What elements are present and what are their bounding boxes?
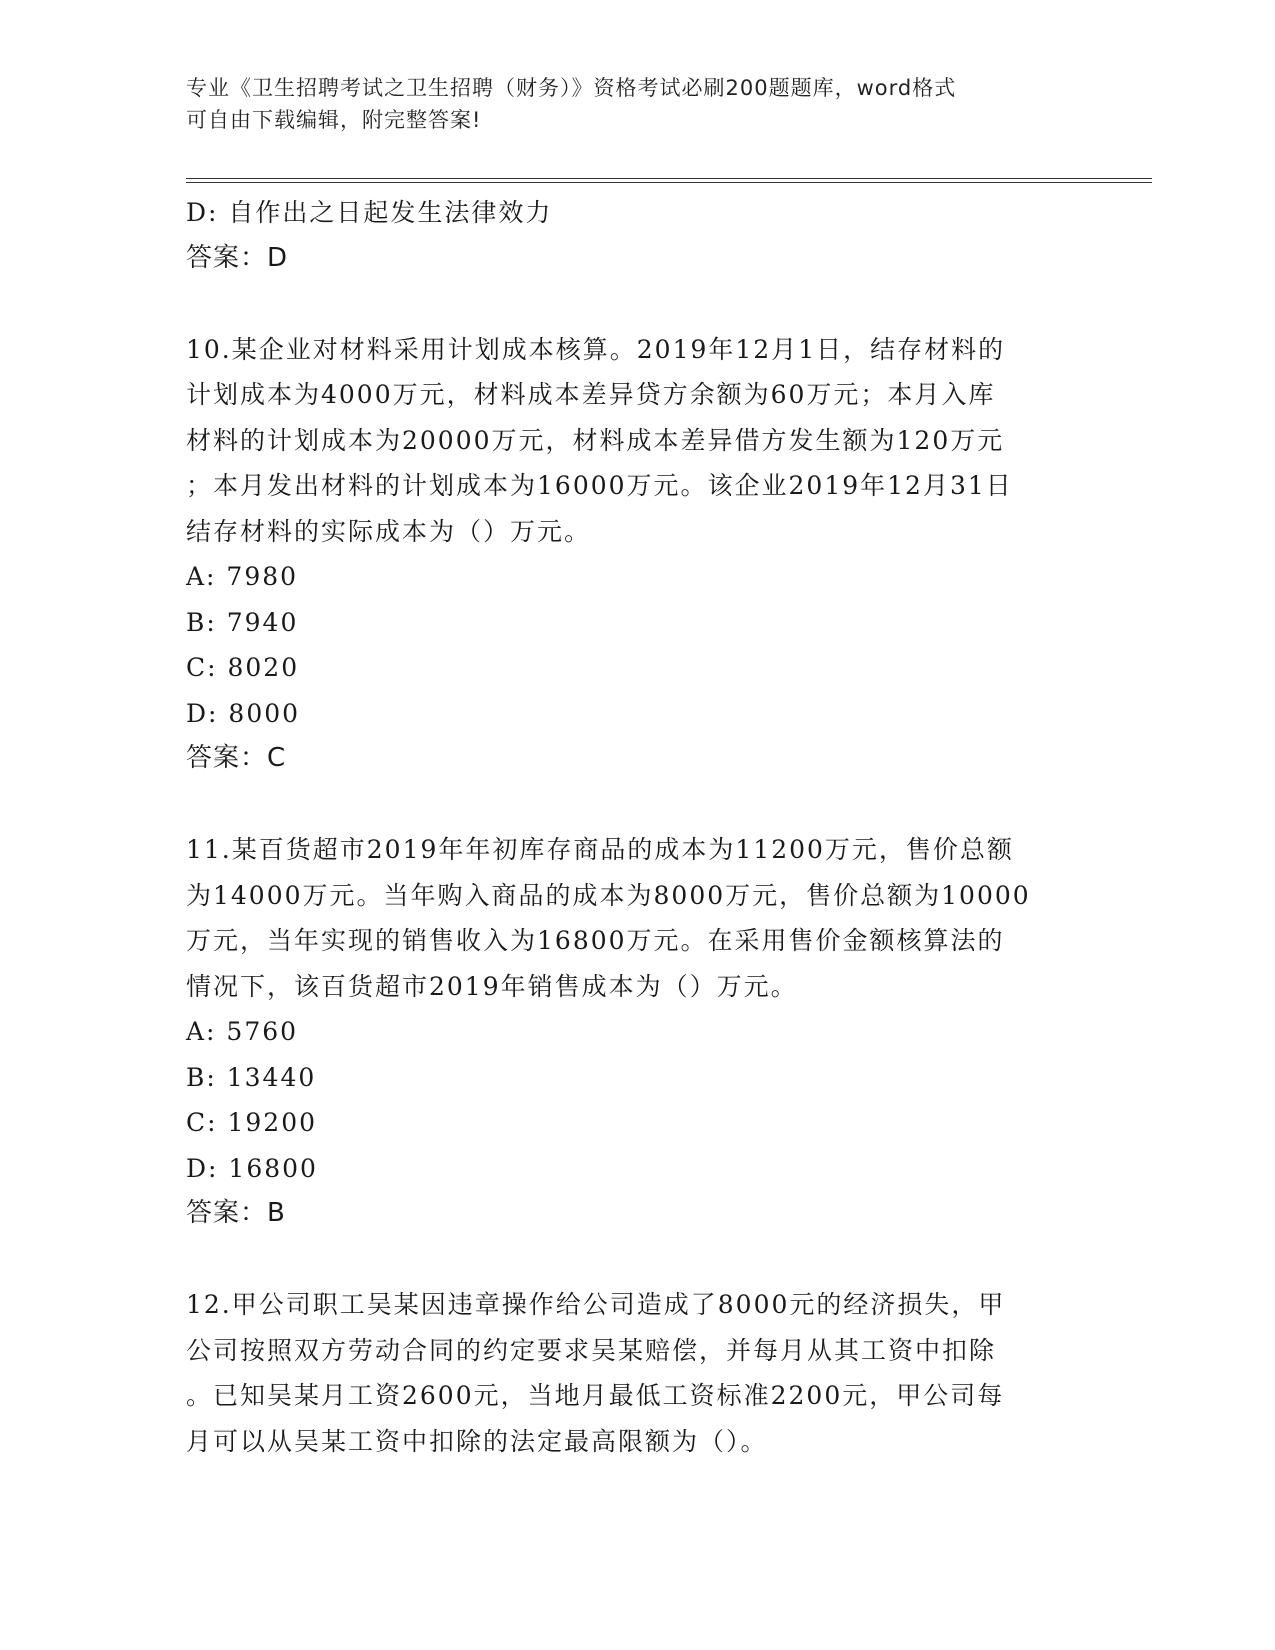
question-11-line-1: 11.某百货超市2019年年初库存商品的成本为11200万元，售价总额: [186, 835, 1014, 864]
header-title-line-1: 专业《卫生招聘考试之卫生招聘（财务）》资格考试必刷200题题库，word格式: [186, 76, 957, 100]
question-10-option-b: B: 7940: [186, 607, 299, 637]
question-11-option-d: D: 16800: [186, 1153, 318, 1183]
question-10-line-3: 材料的计划成本为20000万元，材料成本差异借方发生额为120万元: [186, 425, 1005, 455]
question-10-option-d: D: 8000: [186, 698, 301, 728]
question-11-option-c: C: 19200: [186, 1108, 318, 1137]
question-11-option-b: B: 13440: [186, 1062, 317, 1092]
question-11-line-3: 万元，当年实现的销售收入为16800万元。在采用售价金额核算法的: [186, 926, 1005, 955]
spacer: [186, 281, 1066, 327]
spacer: [186, 1237, 1066, 1283]
question-10: [186, 327, 1066, 782]
question-10-line-5: 结存材料的实际成本为（）万元。: [186, 516, 592, 546]
question-12-line-1: 12.甲公司职工吴某因违章操作给公司造成了8000元的经济损失，甲: [186, 1290, 1006, 1319]
document-body: [186, 190, 1066, 1464]
question-12-line-2: 公司按照双方劳动合同的约定要求吴某赔偿，并每月从其工资中扣除: [186, 1335, 997, 1365]
question-10-line-4: ；本月发出材料的计划成本为16000万元。该企业2019年12月31日: [186, 471, 1013, 500]
question-10-line-1: 10.某企业对材料采用计划成本核算。2019年12月1日，结存材料的: [186, 334, 1006, 364]
prev-option-d: D: 自作出之日起发生法律效力: [186, 198, 553, 227]
header-divider: [186, 178, 1152, 183]
question-12: [186, 1282, 1066, 1464]
question-10-option-a: A: 7980: [186, 562, 299, 591]
question-10-answer: 答案：C: [186, 743, 287, 773]
header-title-line-2: 可自由下载编辑，附完整答案!: [186, 108, 482, 132]
question-10-line-2: 计划成本为4000万元，材料成本差异贷方余额为60万元；本月入库: [186, 380, 996, 409]
question-12-line-3: 。已知吴某月工资2600元，当地月最低工资标准2200元，甲公司每: [186, 1381, 1005, 1410]
prev-answer: 答案：D: [186, 242, 289, 273]
page-header: [186, 72, 1066, 136]
question-11-option-a: A: 5760: [186, 1017, 299, 1046]
spacer: [186, 782, 1066, 828]
question-11-answer: 答案：B: [186, 1198, 286, 1228]
question-10-option-c: C: 8020: [186, 653, 300, 682]
question-11-line-4: 情况下，该百货超市2019年销售成本为（）万元。: [186, 971, 798, 1001]
question-11: [186, 827, 1066, 1237]
question-12-line-4: 月可以从吴某工资中扣除的法定最高限额为（）。: [186, 1426, 768, 1456]
question-11-line-2: 为14000万元。当年购入商品的成本为8000万元，售价总额为10000: [186, 880, 1031, 910]
